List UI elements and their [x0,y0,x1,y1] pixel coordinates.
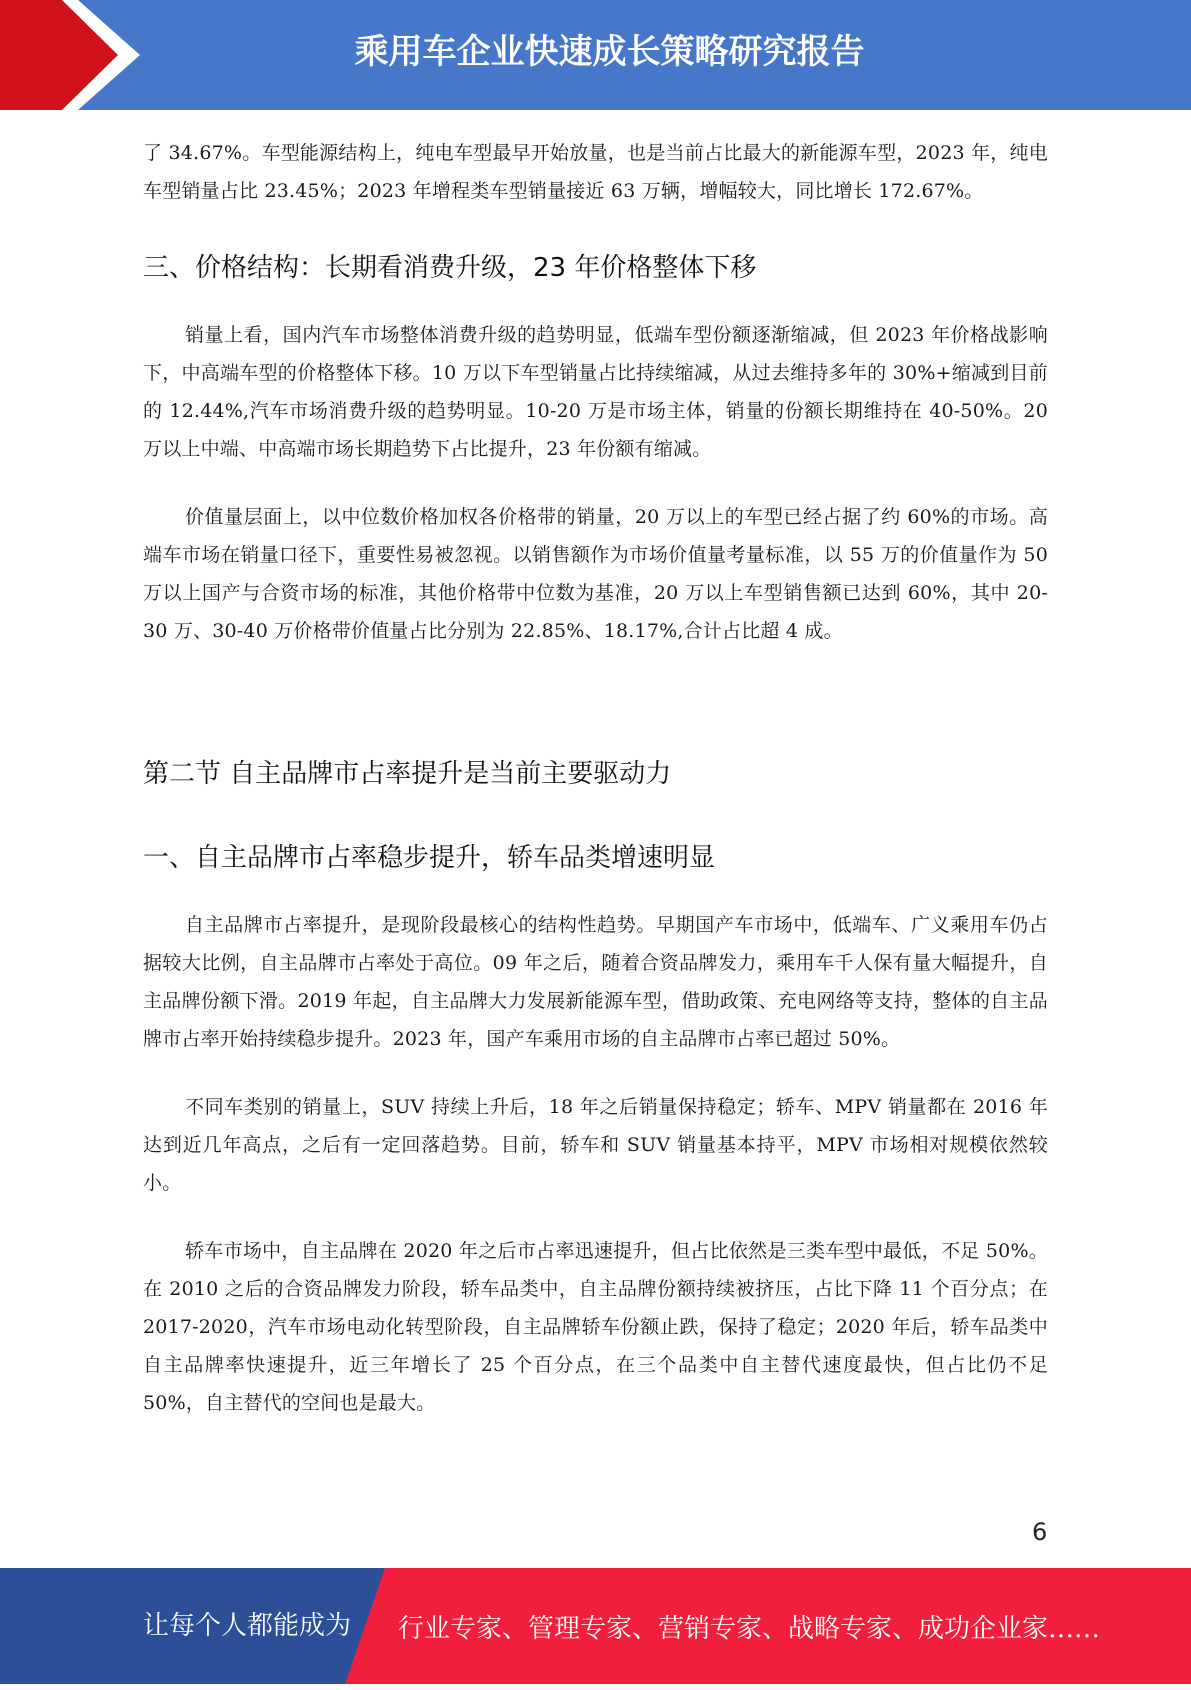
report-title: 乘用车企业快速成长策略研究报告 [354,32,865,72]
paragraph-continued: 了 34.67%。车型能源结构上，纯电车型最早开始放量，也是当前占比最大的新能源车型，2023 年，纯电车型销量占比 23.45%；2023 年增程类车型销量接近 63 万辆，增幅较大，同比增长 172.67%。 [143,142,1048,202]
chapter-heading: 第二节 自主品牌市占率提升是当前主要驱动力 [143,759,672,789]
section-heading-own-brand: 一、自主品牌市占率稳步提升，轿车品类增速明显 [143,843,716,873]
paragraph: 不同车类别的销量上，SUV 持续上升后，18 年之后销量保持稳定；轿车、MPV 销量都在 2016 年达到近几年高点，之后有一定回落趋势。目前，轿车和 SUV 销量基本持平，MPV 市场相对规模依然较小。 [143,1096,1048,1194]
report-footer [0,1568,1191,1684]
footer-tagline: 行业专家、管理专家、营销专家、战略专家、成功企业家…… [398,1614,1101,1644]
paragraph: 轿车市场中，自主品牌在 2020 年之后市占率迅速提升，但占比依然是三类车型中最低，不足 50%。在 2010 之后的合资品牌发力阶段，轿车品类中，自主品牌份额持续被挤压，占比下降 11 个百分点；在 2017-2020，汽车市场电动化转型阶段，自主品牌轿车份额止跌，保持了稳定；2020 年后，轿车品类中自主品牌率快速提升，近三年增长了 25 个百分点，在三个品类中自主替代速度最快，但占比仍不足 50%，自主替代的空间也是最大。 [143,1240,1048,1414]
page-content [143,134,1048,1422]
paragraph: 价值量层面上，以中位数价格加权各价格带的销量，20 万以上的车型已经占据了约 60%的市场。高端车市场在销量口径下，重要性易被忽视。以销售额作为市场价值量考量标准，以 55 万的价值量作为 50 万以上国产与合资市场的标准，其他价格带中位数为基准，20 万以上车型销售额已达到 60%，其中 20-30 万、30-40 万价格带价值量占比分别为 22.85%、18.17%,合计占比超 4 成。 [143,506,1048,642]
section-heading-price-structure: 三、价格结构：长期看消费升级，23 年价格整体下移 [143,253,757,283]
paragraph: 自主品牌市占率提升，是现阶段最核心的结构性趋势。早期国产车市场中，低端车、广义乘用车仍占据较大比例，自主品牌市占率处于高位。09 年之后，随着合资品牌发力，乘用车千人保有量大幅提升，自主品牌份额下滑。2019 年起，自主品牌大力发展新能源车型，借助政策、充电网络等支持，整体的自主品牌市占率开始持续稳步提升。2023 年，国产车乘用市场的自主品牌市占率已超过 50%。 [143,914,1048,1050]
report-header [0,0,1191,110]
paragraph: 销量上看，国内汽车市场整体消费升级的趋势明显，低端车型份额逐渐缩减，但 2023 年价格战影响下，中高端车型的价格整体下移。10 万以下车型销量占比持续缩减，从过去维持多年的 30%+缩减到目前的 12.44%,汽车市场消费升级的趋势明显。10-20 万是市场主体，销量的份额长期维持在 40-50%。20 万以上中端、中高端市场长期趋势下占比提升，23 年份额有缩减。 [143,324,1048,460]
page-number: 6 [1032,1518,1048,1546]
footer-slogan: 让每个人都能成为 [143,1611,352,1641]
